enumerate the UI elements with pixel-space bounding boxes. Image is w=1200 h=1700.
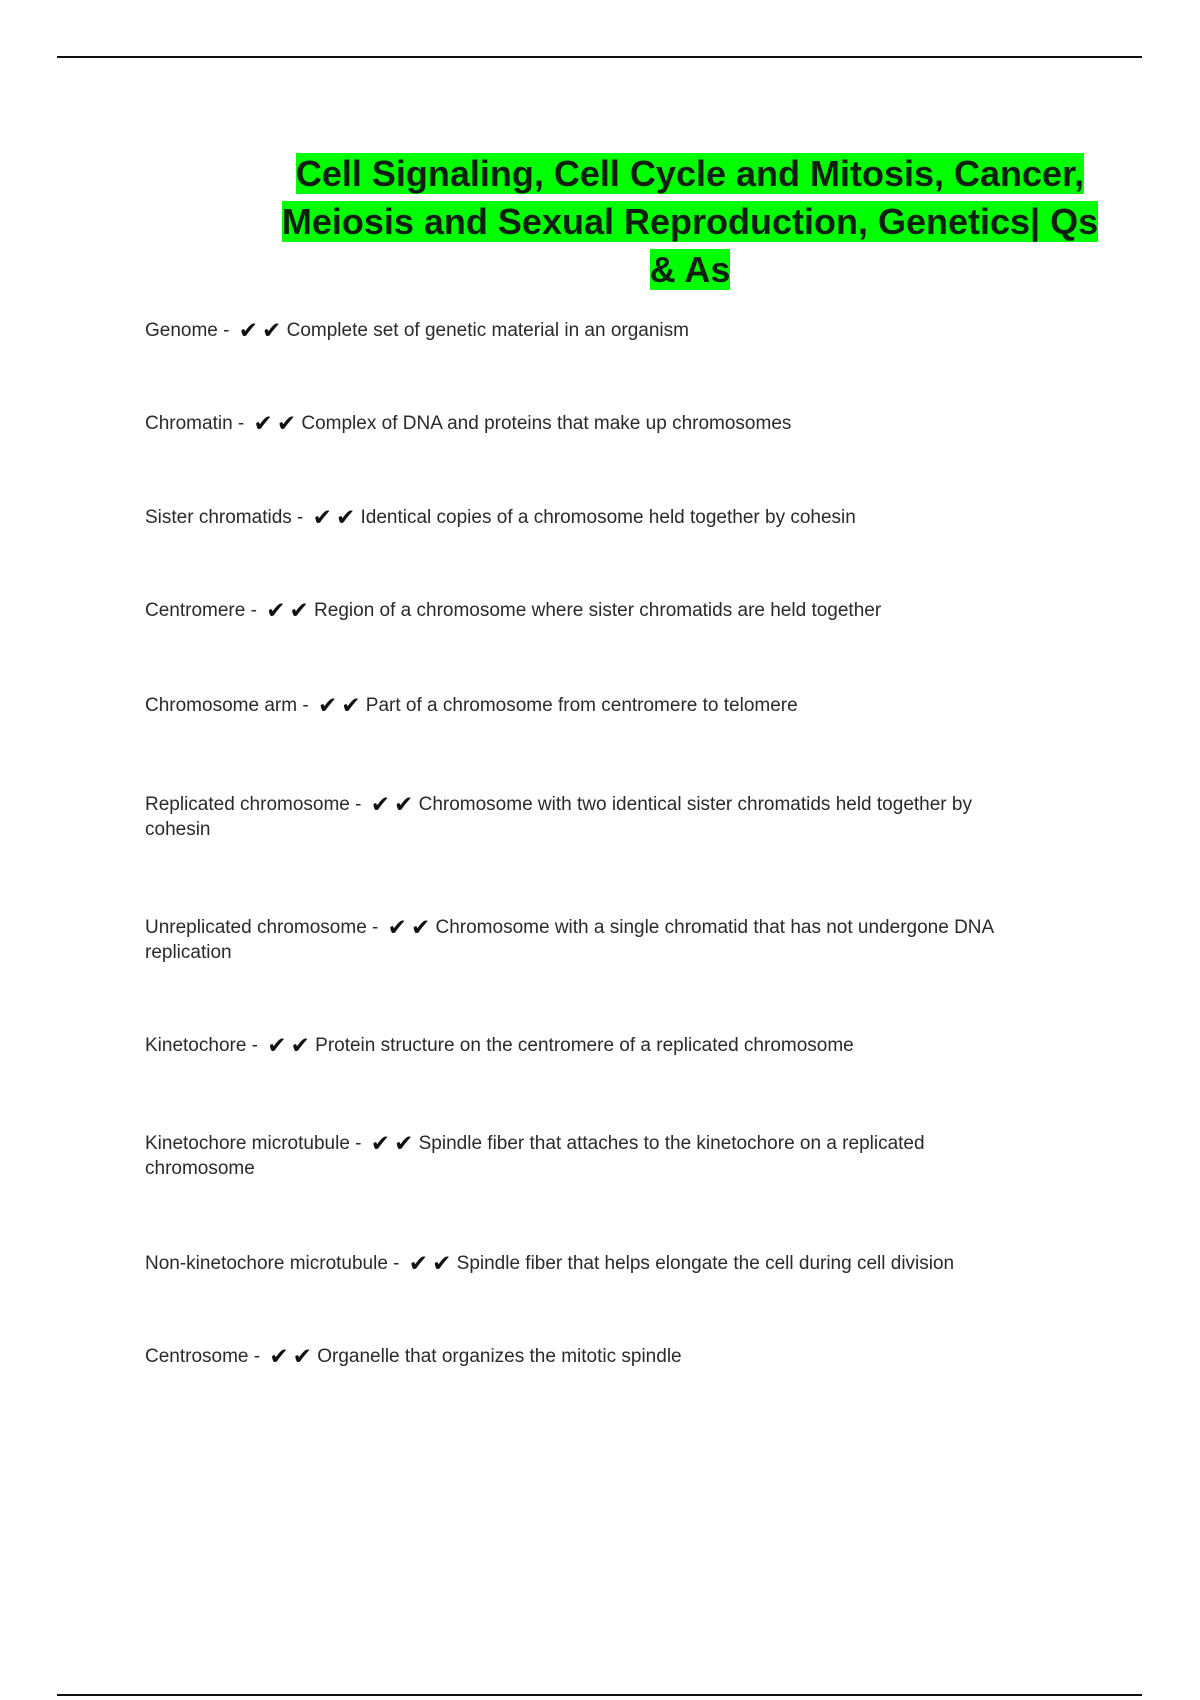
- qa-item: [145, 598, 1045, 623]
- check-icon: ✔: [370, 791, 391, 817]
- qa-item: [145, 693, 1045, 718]
- qa-item: [145, 1131, 925, 1181]
- qa-definition: Complete set of genetic material in an organism: [286, 320, 689, 341]
- check-icon: ✔: [370, 1130, 391, 1156]
- qa-term: Chromatin -: [145, 413, 245, 434]
- qa-term: Centromere -: [145, 600, 257, 621]
- document-title: Cell Signaling, Cell Cycle and Mitosis, Cancer, Meiosis and Sexual Reproduction, Genetics| Qs & As: [281, 153, 1099, 290]
- qa-term: Non-kinetochore microtubule -: [145, 1253, 400, 1274]
- qa-definition: Spindle fiber that attaches to the kinetochore on a replicated chromosome: [145, 1133, 925, 1179]
- check-icon: ✔: [290, 1032, 310, 1058]
- qa-item: [145, 792, 1025, 842]
- check-icon: ✔: [269, 1343, 289, 1369]
- check-icon: ✔: [289, 597, 309, 623]
- title-block: [280, 150, 1100, 294]
- qa-item: [145, 1344, 1045, 1369]
- check-icon: ✔: [432, 1250, 452, 1276]
- qa-item: [145, 915, 1025, 965]
- qa-item: [145, 1033, 1045, 1058]
- check-icon: ✔: [267, 1032, 287, 1058]
- check-icon: ✔: [238, 317, 259, 343]
- qa-definition: Chromosome with two identical sister chromatids held together by cohesin: [145, 794, 972, 840]
- check-icon: ✔: [262, 317, 282, 343]
- check-icon: ✔: [394, 1130, 414, 1156]
- qa-definition: Identical copies of a chromosome held together by cohesin: [360, 507, 856, 528]
- check-icon: ✔: [266, 597, 286, 623]
- qa-definition: Region of a chromosome where sister chromatids are held together: [314, 600, 882, 621]
- check-icon: ✔: [276, 410, 297, 436]
- qa-term: Centrosome -: [145, 1346, 261, 1367]
- check-icon: ✔: [410, 914, 431, 940]
- qa-definition: Complex of DNA and proteins that make up chromosomes: [301, 413, 792, 434]
- qa-definition: Protein structure on the centromere of a replicated chromosome: [315, 1035, 854, 1056]
- qa-term: Sister chromatids -: [145, 507, 304, 528]
- qa-term: Genome -: [145, 320, 230, 341]
- header-rule: [57, 56, 1142, 58]
- check-icon: ✔: [394, 791, 414, 817]
- qa-definition: Spindle fiber that helps elongate the cell during cell division: [456, 1253, 955, 1274]
- check-icon: ✔: [408, 1250, 429, 1276]
- check-icon: ✔: [341, 692, 361, 718]
- check-icon: ✔: [253, 410, 273, 436]
- qa-term: Kinetochore -: [145, 1035, 259, 1056]
- qa-definition: Part of a chromosome from centromere to telomere: [365, 695, 798, 716]
- check-icon: ✔: [317, 692, 338, 718]
- check-icon: ✔: [335, 504, 356, 530]
- qa-term: Kinetochore microtubule -: [145, 1133, 362, 1154]
- footer-rule: [57, 1694, 1142, 1696]
- check-icon: ✔: [387, 914, 407, 940]
- qa-term: Replicated chromosome -: [145, 794, 362, 815]
- qa-item: [145, 505, 1045, 530]
- qa-definition: Organelle that organizes the mitotic spindle: [317, 1346, 682, 1367]
- qa-item: [145, 318, 1045, 343]
- qa-item: [145, 1251, 1045, 1276]
- qa-term: Chromosome arm -: [145, 695, 309, 716]
- qa-definition: Chromosome with a single chromatid that has not undergone DNA replication: [145, 917, 994, 963]
- qa-item: [145, 411, 1045, 436]
- check-icon: ✔: [312, 504, 332, 530]
- check-icon: ✔: [292, 1343, 312, 1369]
- qa-term: Unreplicated chromosome -: [145, 917, 379, 938]
